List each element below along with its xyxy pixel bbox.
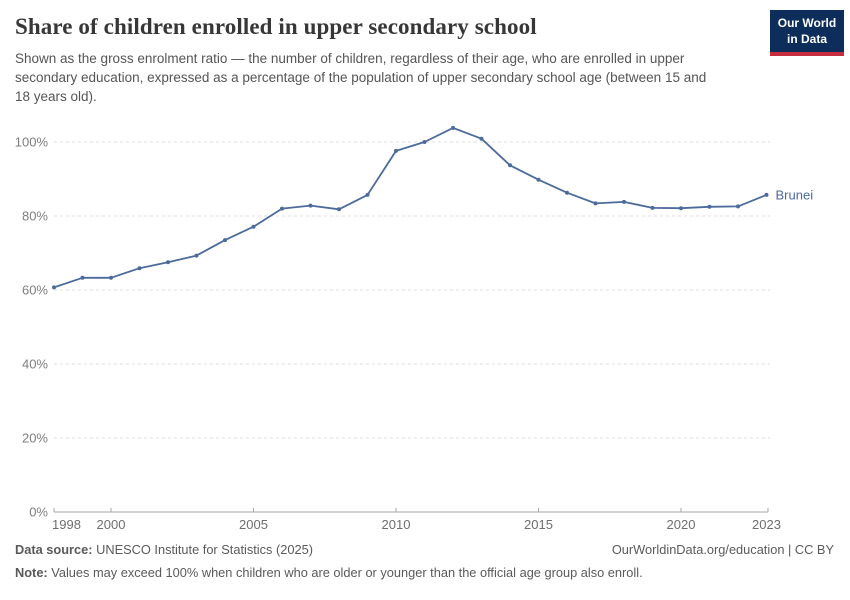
owid-logo-line1: Our World — [777, 16, 837, 30]
owid-logo-red-bar — [770, 52, 844, 56]
x-tick-label: 2000 — [96, 517, 126, 532]
chart-svg[interactable] — [0, 104, 850, 542]
data-point[interactable] — [280, 207, 284, 211]
series-line[interactable] — [54, 128, 767, 288]
y-tick-label: 80% — [21, 208, 48, 224]
x-tick-label: 2015 — [524, 517, 553, 532]
data-point[interactable] — [252, 225, 256, 229]
x-tick-label: 1998 — [52, 517, 81, 532]
data-point[interactable] — [565, 191, 569, 195]
owid-logo-box — [770, 10, 844, 52]
data-point[interactable] — [81, 276, 85, 280]
x-tick-label: 2023 — [752, 517, 781, 532]
data-point[interactable] — [423, 140, 427, 144]
x-tick-label: 2010 — [381, 517, 411, 532]
chart-header — [15, 14, 835, 106]
data-point[interactable] — [679, 206, 683, 210]
data-point[interactable] — [337, 207, 341, 211]
x-tick-label: 2005 — [239, 517, 268, 532]
data-point[interactable] — [537, 178, 541, 182]
owid-logo-line2: in Data — [786, 31, 827, 46]
data-point[interactable] — [394, 149, 398, 153]
chart-subtitle: Shown as the gross enrolment ratio — the number of children, regardless of their age, who are enrolled in upper secondary education, expressed as a percentage of the population of upper secondary school age (between 15 and 18 years old). — [15, 51, 707, 105]
y-tick-label: 40% — [21, 356, 48, 372]
data-point[interactable] — [480, 137, 484, 141]
data-point[interactable] — [765, 193, 769, 197]
data-point[interactable] — [594, 201, 598, 205]
chart-footer — [15, 542, 834, 581]
data-point[interactable] — [52, 285, 56, 289]
y-tick-label: 0% — [29, 504, 48, 520]
data-point[interactable] — [138, 266, 142, 270]
data-point[interactable] — [223, 238, 227, 242]
page-title: Share of children enrolled in upper secondary school — [15, 14, 537, 39]
data-point[interactable] — [309, 204, 313, 208]
owid-logo[interactable] — [770, 10, 844, 56]
data-point[interactable] — [736, 204, 740, 208]
data-source-label: Data source: — [15, 542, 93, 557]
data-point[interactable] — [109, 276, 113, 280]
series-end-label[interactable]: Brunei — [775, 187, 814, 203]
data-point[interactable] — [708, 205, 712, 209]
data-point[interactable] — [166, 260, 170, 264]
data-point[interactable] — [651, 206, 655, 210]
y-tick-label: 60% — [21, 282, 48, 298]
data-point[interactable] — [451, 126, 455, 130]
rights-link[interactable]: OurWorldinData.org/education | CC BY — [611, 542, 834, 557]
data-point[interactable] — [508, 163, 512, 167]
data-source-line — [15, 542, 313, 558]
y-tick-label: 100% — [14, 134, 48, 150]
note-text: Values may exceed 100% when children who are older or younger than the official age group also enroll. — [47, 564, 643, 580]
x-tick-label: 2020 — [666, 517, 696, 532]
data-point[interactable] — [622, 200, 626, 204]
y-tick-label: 20% — [21, 430, 48, 446]
note-label: Note: — [15, 564, 48, 580]
data-source-text: UNESCO Institute for Statistics (2025) — [92, 542, 313, 557]
data-point[interactable] — [366, 193, 370, 197]
data-point[interactable] — [195, 254, 199, 258]
